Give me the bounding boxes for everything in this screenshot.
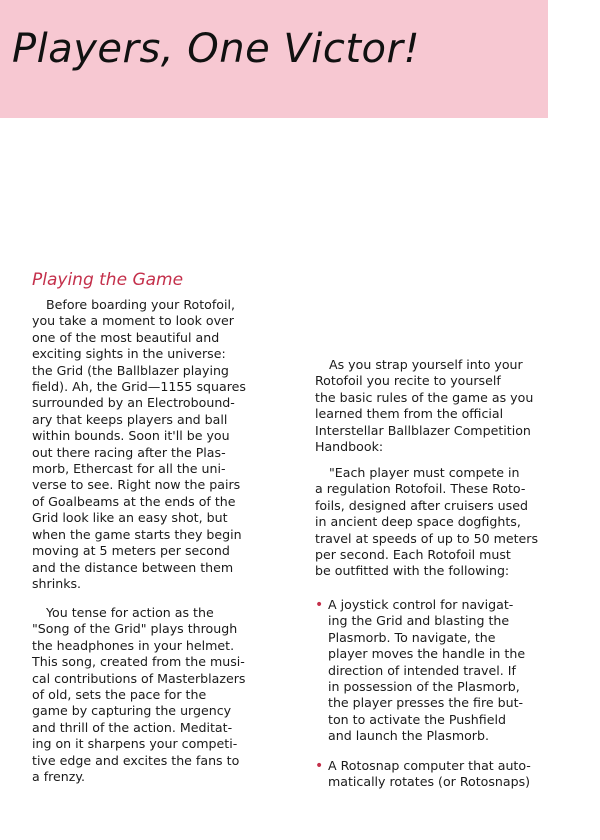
text-line: As you strap yourself into your <box>329 357 523 372</box>
text-line: exciting sights in the universe: <box>32 346 226 362</box>
text-line: travel at speeds of up to 50 meters <box>315 530 539 546</box>
text-line: the player presses the fire but- <box>328 695 524 711</box>
text-line: shrinks. <box>32 575 82 591</box>
text-line: matically rotates (or Rotosnaps) <box>328 774 531 790</box>
text-line: player moves the handle in the <box>328 646 526 662</box>
text-line: learned them from the official <box>315 406 504 422</box>
right-paragraph-1 <box>315 357 555 455</box>
text-line: and thrill of the action. Meditat- <box>32 719 233 735</box>
page-title: Players, One Victor! <box>12 26 421 72</box>
left-paragraph-1 <box>32 297 270 592</box>
text-line: ton to activate the Pushfield <box>328 711 506 727</box>
text-line: A Rotosnap computer that auto- <box>328 758 531 773</box>
section-heading: Playing the Game <box>32 270 184 290</box>
text-line: out there racing after the Plas- <box>32 444 226 460</box>
text-line: Handbook: <box>315 439 384 455</box>
text-line: a frenzy. <box>32 769 86 785</box>
text-line: and launch the Plasmorb. <box>328 728 489 744</box>
text-line: direction of intended travel. If <box>328 662 516 678</box>
text-line: in possession of the Plasmorb, <box>328 679 520 695</box>
text-line: "Song of the Grid" plays through <box>32 621 238 637</box>
text-line: Rotofoil you recite to yourself <box>315 373 501 389</box>
text-line: cal contributions of Masterblazers <box>32 670 246 686</box>
text-line: moving at 5 meters per second <box>32 543 230 559</box>
text-line: you take a moment to look over <box>32 313 234 329</box>
text-line: You tense for action as the <box>46 605 214 620</box>
text-line: A joystick control for navigat- <box>328 597 514 612</box>
text-line: ing on it sharpens your competi- <box>32 736 238 752</box>
text-line: ary that keeps players and ball <box>32 411 228 427</box>
text-line: foils, designed after cruisers used <box>315 497 528 513</box>
text-line: Before boarding your Rotofoil, <box>46 297 236 312</box>
right-paragraph-2 <box>315 465 555 580</box>
text-line: the basic rules of the game as you <box>315 389 534 405</box>
text-line: be outfitted with the following: <box>315 563 510 579</box>
text-line: per second. Each Rotofoil must <box>315 547 511 563</box>
text-line: Plasmorb. To navigate, the <box>328 629 496 645</box>
text-line: and the distance between them <box>32 559 234 575</box>
text-line: verse to see. Right now the pairs <box>32 477 241 493</box>
text-line: a regulation Rotofoil. These Roto- <box>315 481 526 497</box>
text-line: one of the most beautiful and <box>32 329 220 345</box>
text-line: within bounds. Soon it'll be you <box>32 428 230 444</box>
text-line: tive edge and excites the fans to <box>32 752 240 768</box>
bullet-icon: • <box>315 758 324 774</box>
text-line: Interstellar Ballblazer Competition <box>315 422 531 438</box>
text-line: This song, created from the musi- <box>32 654 245 670</box>
text-line: the headphones in your helmet. <box>32 637 235 653</box>
text-line: of Goalbeams at the ends of the <box>32 493 236 509</box>
bullet-text <box>328 758 531 791</box>
text-line: field). Ah, the Grid—1155 squares <box>32 379 246 395</box>
text-line: ing the Grid and blasting the <box>328 613 510 629</box>
text-line: when the game starts they begin <box>32 526 242 542</box>
text-line: morb, Ethercast for all the uni- <box>32 461 226 477</box>
text-line: surrounded by an Electrobound- <box>32 395 235 411</box>
text-line: "Each player must compete in <box>329 465 520 480</box>
text-line: the Grid (the Ballblazer playing <box>32 362 229 378</box>
left-paragraph-2 <box>32 605 270 785</box>
text-line: Grid look like an easy shot, but <box>32 510 228 526</box>
bullet-text <box>328 597 525 745</box>
bullet-icon: • <box>315 597 324 613</box>
text-line: of old, sets the pace for the <box>32 687 207 703</box>
text-line: game by capturing the urgency <box>32 703 232 719</box>
text-line: in ancient deep space dogfights, <box>315 514 521 530</box>
